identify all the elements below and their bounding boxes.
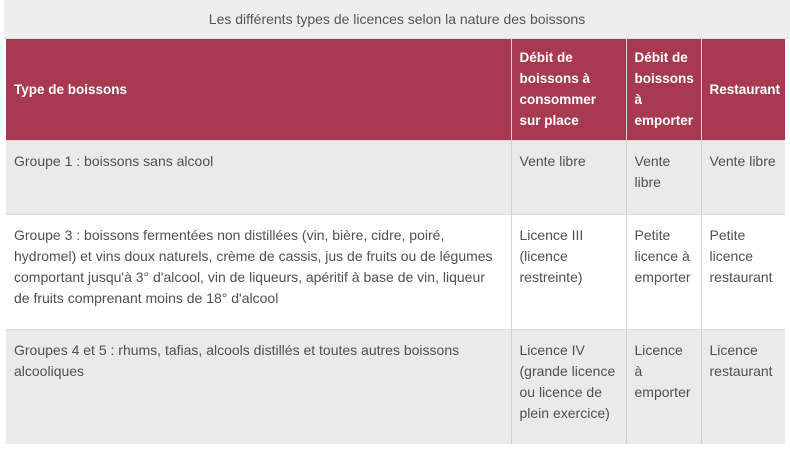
cell-type: Groupe 3 : boissons fermentées non distillées (vin, bière, cidre, poiré, hydromel) et vins doux naturels, crème de cassis, jus de fruits ou de légumes comportant jusqu'à 3° d'alcool, vin de liqueurs, apéritif à base de vin, liqueur de fruits comprenant moins de 18° d'alcool — [6, 214, 511, 329]
header-type-boissons: Type de boissons — [6, 39, 511, 140]
header-restaurant: Restaurant — [701, 39, 785, 140]
cell-restaurant: Vente libre — [701, 140, 785, 214]
table-row — [6, 140, 785, 214]
header-a-emporter: Débit de boissons à emporter — [626, 39, 701, 140]
cell-a-emporter: Petite licence à emporter — [626, 214, 701, 329]
cell-sur-place: Licence IV (grande licence ou licence de plein exercice) — [511, 329, 626, 444]
cell-a-emporter: Vente libre — [626, 140, 701, 214]
cell-sur-place: Licence III (licence restreinte) — [511, 214, 626, 329]
cell-restaurant: Licence restaurant — [701, 329, 785, 444]
header-sur-place: Débit de boissons à consommer sur place — [511, 39, 626, 140]
cell-type: Groupe 1 : boissons sans alcool — [6, 140, 511, 214]
cell-restaurant: Petite licence restaurant — [701, 214, 785, 329]
table-row — [6, 329, 785, 444]
cell-type: Groupes 4 et 5 : rhums, tafias, alcools distillés et toutes autres boissons alcooliques — [6, 329, 511, 444]
table-header-row — [6, 39, 785, 140]
table-row — [6, 214, 785, 329]
cell-sur-place: Vente libre — [511, 140, 626, 214]
licence-table-container — [4, 0, 790, 444]
table-caption: Les différents types de licences selon la nature des boissons — [4, 0, 790, 39]
licence-table — [6, 39, 785, 444]
cell-a-emporter: Licence à emporter — [626, 329, 701, 444]
